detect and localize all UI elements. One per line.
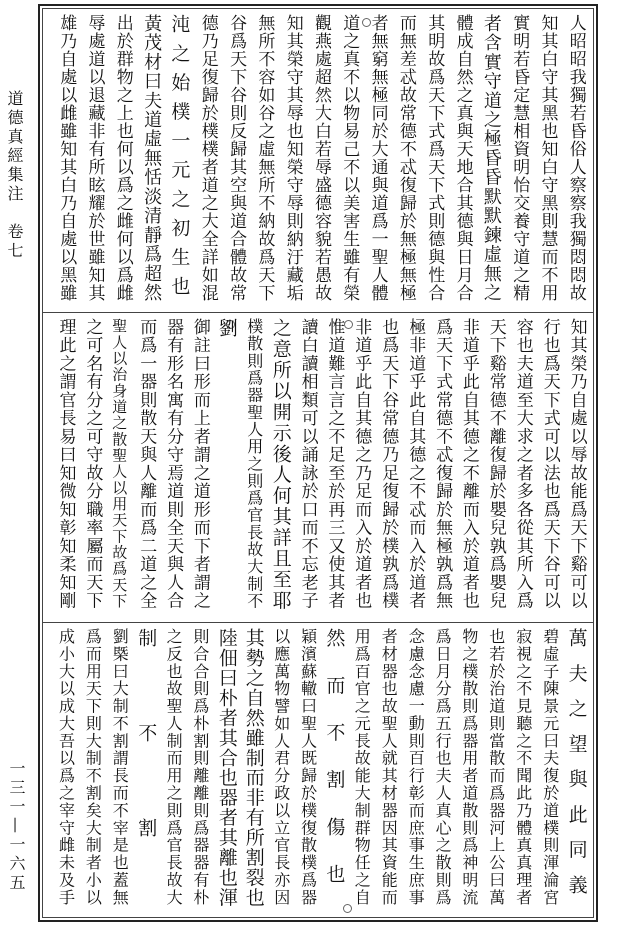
text-column: 谷爲天下谷則反歸其空與道合體故常	[226, 14, 247, 302]
text-column: 體成自然之真與天地合其德與日月合	[452, 14, 473, 302]
text-column: 知其榮守其辱也知榮守辱則納汙藏垢	[282, 14, 303, 302]
text-column: 知其白守其黑也知白守黑則慧而不用	[537, 14, 558, 302]
register-divider-2	[42, 622, 594, 623]
text-column: 爲日月分爲五行也夫人真心之散則爲	[433, 628, 453, 907]
text-column: 黃茂材曰夫道虛無恬淡清靜爲超然	[141, 14, 163, 303]
text-column: 穎濱蘇轍曰聖人既歸於樸復散樸爲器	[298, 628, 318, 907]
text-column: 理此之謂官長易曰知微知彰知柔知剛	[55, 318, 76, 610]
text-column: 觀燕處超然大白若辱盛德容貌若愚故	[311, 14, 331, 302]
text-column: 以應萬物譬如人君分政以立官長亦因	[271, 628, 291, 907]
text-column: 念慮念慮一動則百行彰而庶事生庶事	[406, 628, 426, 907]
text-column: 讀白讀相類可以誦詠於口而不忘老子	[297, 318, 318, 610]
text-column: 出於群物之上也何以爲之雌何以爲雌	[112, 14, 133, 302]
text-column: 知其榮乃自處以辱故能爲天下谿可以	[566, 318, 587, 610]
text-column: 行也爲天下式可以法也爲天下谷可以	[539, 318, 560, 610]
text-column: 爲而用天下則大制不割矣大制者小以	[83, 628, 103, 907]
text-column: 者含實守道之極昏昏默默鍊虛無之	[480, 14, 502, 303]
page-number: 一三一—一六五	[7, 760, 26, 893]
text-column: 容也夫道至大求之者多各從其所入爲	[512, 318, 533, 610]
text-column: 人昭昭我獨若昏俗人察察我獨悶悶故	[565, 14, 586, 302]
text-column: 其勢之自然雖制而非有所割裂也	[242, 628, 265, 908]
text-column: 之可名有分之可守故分職率屬而天下	[82, 318, 103, 610]
running-title: 道德真經集注 卷七	[5, 90, 24, 261]
text-column: 碧虛子陳景元曰夫復於道樸則渾淪宮	[540, 628, 560, 907]
text-column: 天下谿常德不離復歸於嬰兒孰爲嬰兒	[485, 318, 506, 610]
text-column: 之意所以開示後人何其詳且至耶	[269, 318, 292, 612]
text-column: 制不割	[135, 628, 158, 913]
text-column: 也若於治道則當散而爲器河上公曰萬	[486, 628, 506, 907]
text-column: 物之樸散則爲器用者道散則爲神明流	[459, 628, 479, 907]
text-column: 劉	[215, 318, 238, 618]
text-column: 樸散則爲器聖人用之則爲官長故大制不	[244, 318, 264, 610]
text-column: 聖人以治身道之散聖人以用天下故爲天下	[110, 318, 129, 610]
text-column: 實明若昏定慧相資明怡交養守道之精	[509, 14, 530, 302]
text-column: 無所不容如谷之虛無所不納故爲天下	[254, 14, 275, 302]
text-column: 沌之始樸一元之初生也	[168, 14, 191, 305]
text-column: 道之真不以物易己不以美害生雖有榮	[339, 14, 360, 302]
text-column: 用爲百官之元長故能大制群物任之自	[352, 628, 372, 907]
text-column: 辱處道以退藏非有所眩耀於世雖知其	[84, 14, 105, 302]
text-column: 其明故爲天下式爲天下式則德與性合	[424, 14, 445, 302]
text-column: 非道乎此自其德之乃足而入於道者也	[351, 318, 372, 610]
text-column: 雄乃自處以雌雖知其白乃自處以黑雖	[56, 14, 77, 302]
text-column: 德乃足復歸於樸樸者道之大全詳如混	[197, 14, 218, 302]
text-column: 器有形名寓有分守焉道則全天與人合	[163, 318, 184, 610]
text-column: 御註曰形而上者謂之道形而下者謂之	[189, 318, 210, 610]
text-column: 劉槩曰大制不割謂長而不宰是也蓋無	[110, 628, 130, 907]
text-column: 極非道乎此自其德之不忒而入於道者	[405, 318, 426, 610]
text-column: 惟道難言言之不足至於再三又使其者	[324, 318, 345, 610]
text-column: 則合合則爲朴割則離離則爲器器有朴	[190, 628, 210, 907]
register-divider-1	[42, 312, 594, 313]
text-column: 者材器也故聖人就其材器因其資能而	[379, 628, 399, 907]
text-column: 成小大以成大吾以爲之宰守雌未及手	[56, 628, 76, 907]
text-column: 然而不割傷也	[323, 628, 346, 912]
text-column: 陸佃曰朴者其合也器者其離也渾	[215, 628, 238, 908]
text-column: 而爲一器則散天與人離而爲二道之全	[136, 318, 157, 610]
text-column: 萬夫之望與此同義	[565, 628, 588, 910]
text-column: 爲天下式常德不忒復歸於無極孰爲無	[432, 318, 453, 610]
text-column: 非道乎此自其德之不離而入於道者也	[458, 318, 479, 610]
text-column: 者無窮無極同於大通與道爲一聖人體	[367, 14, 388, 302]
text-column: 而無差忒故常德不忒復歸於無極無極	[395, 14, 416, 302]
text-column: 寂視之不見聽之不聞此乃體真真理者	[513, 628, 533, 907]
text-column: 之反也故聖人制而用之則爲官長故大	[164, 628, 184, 907]
text-column: 也爲天下谷常德乃足復歸於樸孰爲樸	[378, 318, 399, 610]
